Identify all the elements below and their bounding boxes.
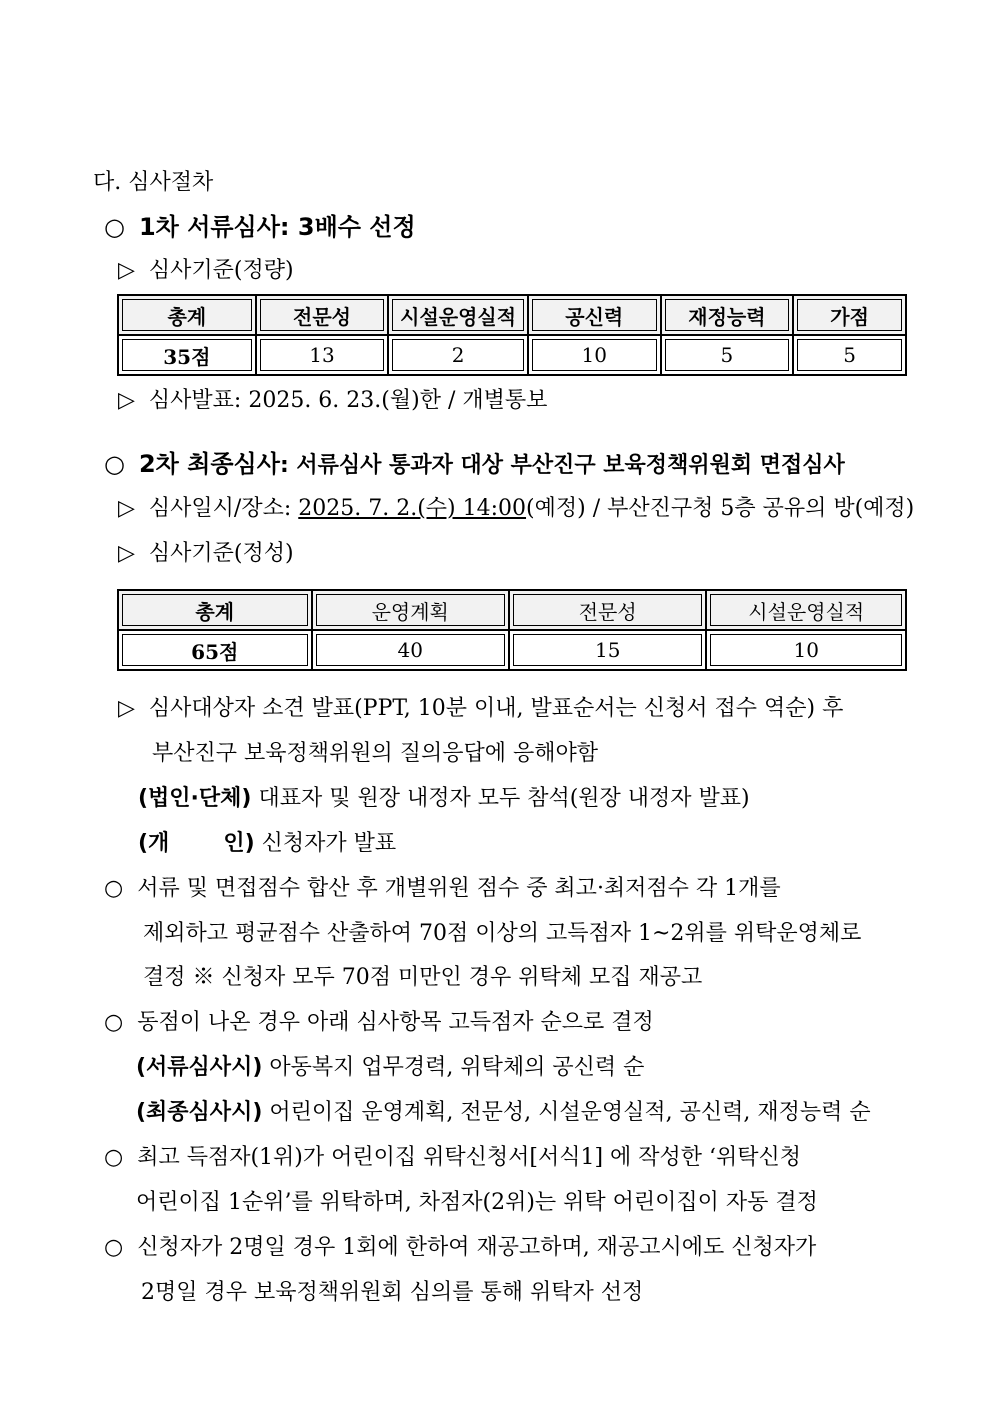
rule-2-line-1 [104, 1008, 654, 1038]
stage2-heading [104, 449, 845, 481]
table-cell: 10 [528, 335, 661, 375]
circle-bullet-icon: ○ [104, 1235, 124, 1260]
indiv-label-b: 인) [223, 831, 255, 856]
table-cell: 5 [661, 335, 794, 375]
corp-label: (법인·단체) [138, 786, 252, 811]
rule-2-text-1: 동점이 나온 경우 아래 심사항목 고득점자 순으로 결정 [137, 1010, 654, 1035]
table-cell: 15 [509, 630, 706, 670]
schedule-prefix: 심사일시/장소: [148, 496, 299, 521]
table-cell: 10 [706, 630, 906, 670]
table-header-cell: 전문성 [256, 295, 389, 335]
rule-4-line-1 [104, 1233, 816, 1263]
stage1-announcement-text: 심사발표: 2025. 6. 23.(월)한 / 개별통보 [148, 388, 548, 413]
rule-2-sub-2-label: (최종심사시) [136, 1100, 263, 1125]
triangle-bullet-icon: ▷ [118, 258, 135, 283]
table-header-cell: 운영계획 [312, 590, 509, 630]
table-header-cell: 가점 [793, 295, 906, 335]
section-title: 다. 심사절차 [93, 170, 214, 195]
rule-1-line-1 [104, 874, 781, 904]
stage1-announcement [118, 386, 547, 416]
stage2-criteria-label: 심사기준(정성) [148, 541, 294, 566]
stage2-score-table [117, 589, 907, 671]
triangle-bullet-icon: ▷ [118, 388, 135, 413]
stage2-title-rest: : 서류심사 통과자 대상 부산진구 보육정책위원회 면접심사 [279, 453, 845, 478]
table-header-cell: 재정능력 [661, 295, 794, 335]
rule-2-sub-1 [136, 1053, 644, 1083]
stage1-heading [104, 212, 416, 242]
table-header-row [118, 590, 906, 630]
table-cell: 40 [312, 630, 509, 670]
rule-1-line-2: 제외하고 평균점수 산출하여 70점 이상의 고득점자 1~2위를 위탁운영체로 [143, 921, 862, 946]
corp-text: 대표자 및 원장 내정자 모두 참석(원장 내정자 발표) [251, 786, 750, 811]
schedule-date: 2025. 7. 2.(수) 14:00 [298, 496, 527, 521]
rule-2-sub-2-text: 어린이집 운영계획, 전문성, 시설운영실적, 공신력, 재정능력 순 [262, 1100, 871, 1125]
rule-2-sub-2 [136, 1098, 871, 1128]
stage1-criteria-label: 심사기준(정량) [148, 258, 294, 283]
presentation-text-1: 심사대상자 소견 발표(PPT, 10분 이내, 발표순서는 신청서 접수 역순) 후 [148, 696, 844, 721]
table-cell: 5 [793, 335, 906, 375]
circle-bullet-icon: ○ [104, 450, 125, 478]
circle-bullet-icon: ○ [104, 1010, 124, 1035]
stage1-score-table [117, 294, 907, 376]
table-header-row [118, 295, 906, 335]
circle-bullet-icon: ○ [104, 1145, 124, 1170]
table-row [118, 630, 906, 670]
table-header-cell: 총계 [118, 295, 256, 335]
rule-4-line-2: 2명일 경우 보육정책위원회 심의를 통해 위탁자 선정 [141, 1280, 644, 1305]
table-cell: 35점 [118, 335, 256, 375]
stage1-criteria [118, 256, 294, 286]
table-cell: 65점 [118, 630, 312, 670]
stage2-criteria [118, 539, 294, 569]
table-cell: 2 [388, 335, 528, 375]
rule-3-text-1: 최고 득점자(1위)가 어린이집 위탁신청서[서식1] 에 작성한 ‘위탁신청 [137, 1145, 802, 1170]
table-header-cell: 공신력 [528, 295, 661, 335]
rule-3-line-2: 어린이집 1순위’를 위탁하며, 차점자(2위)는 위탁 어린이집이 자동 결정 [136, 1190, 818, 1215]
schedule-suffix: (예정) / 부산진구청 5층 공유의 방(예정) [526, 496, 915, 521]
rule-2-sub-1-label: (서류심사시) [136, 1055, 263, 1080]
stage2-title: 2차 최종심사 [138, 450, 280, 478]
rule-4-text-1: 신청자가 2명일 경우 1회에 한하여 재공고하며, 재공고시에도 신청자가 [137, 1235, 817, 1260]
triangle-bullet-icon: ▷ [118, 541, 135, 566]
rule-1-text-1: 서류 및 면접점수 합산 후 개별위원 점수 중 최고·최저점수 각 1개를 [137, 876, 781, 901]
table-row [118, 335, 906, 375]
stage2-schedule [118, 494, 914, 524]
table-header-cell: 시설운영실적 [706, 590, 906, 630]
circle-bullet-icon: ○ [104, 213, 125, 241]
presentation-line-1 [118, 694, 843, 724]
table-cell: 13 [256, 335, 389, 375]
indiv-label-a: (개 [138, 831, 170, 856]
triangle-bullet-icon: ▷ [118, 496, 135, 521]
stage1-title: 1차 서류심사: 3배수 선정 [138, 213, 416, 241]
table-header-cell: 시설운영실적 [388, 295, 528, 335]
presentation-line-2: 부산진구 보육정책위원의 질의응답에 응해야함 [152, 741, 599, 766]
rule-2-sub-1-text: 아동복지 업무경력, 위탁체의 공신력 순 [262, 1055, 645, 1080]
circle-bullet-icon: ○ [104, 876, 124, 901]
rule-1-line-3: 결정 ※ 신청자 모두 70점 미만인 경우 위탁체 모집 재공고 [143, 965, 703, 990]
individual-attendance [138, 829, 396, 859]
table-header-cell: 전문성 [509, 590, 706, 630]
corp-attendance [138, 784, 750, 814]
triangle-bullet-icon: ▷ [118, 696, 135, 721]
indiv-text: 신청자가 발표 [254, 831, 397, 856]
table-header-cell: 총계 [118, 590, 312, 630]
rule-3-line-1 [104, 1143, 801, 1173]
